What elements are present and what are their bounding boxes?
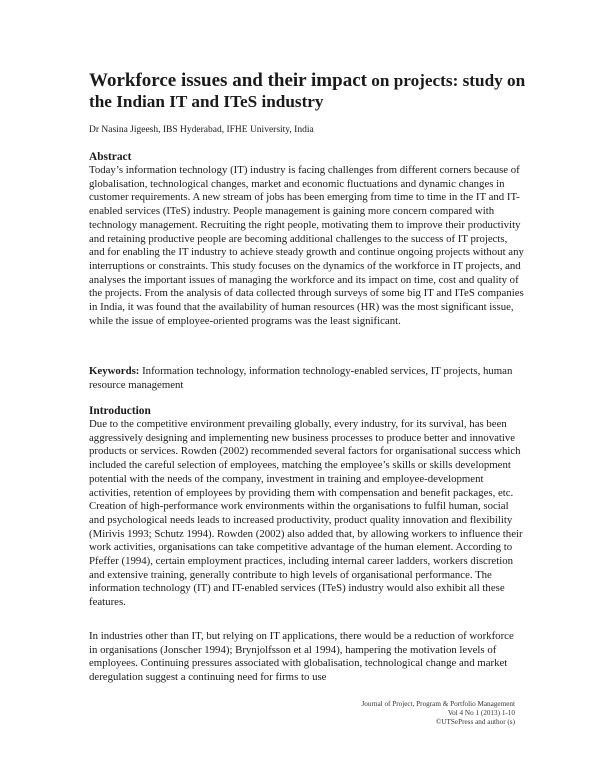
- author-line: Dr Nasina Jigeesh, IBS Hyderabad, IFHE University, India: [89, 125, 314, 135]
- introduction-heading: Introduction: [89, 405, 151, 417]
- article-title: [89, 70, 529, 112]
- article-title-part1: Workforce issues and their impact: [89, 70, 367, 91]
- footer-journal-name: Journal of Project, Program & Portfolio Management: [361, 700, 515, 708]
- keywords-label: Keywords:: [89, 365, 140, 377]
- keywords: [89, 365, 524, 392]
- abstract-text: Today’s information technology (IT) industry is facing challenges from different corners because of globalisation, technological changes, market and economic fluctuations and dynamic changes in customer requirements. A new stream of jobs has been emerging from time to time in the IT and IT-enabled services (ITeS) industry. People management is gaining more concern compared with technology management. Recruiting the right people, motivating them to improve their productivity and retaining productive people are becoming additional challenges to the success of IT projects, and for enabling the IT industry to achieve steady growth and continue ongoing projects without any interruptions or constraints. This study focuses on the dynamics of the workforce in IT projects, and analyses the important issues of managing the workforce and its impact on time, cost and quality of the projects. From the analysis of data collected through surveys of some big IT and ITeS companies in India, it was found that the availability of human resources (HR) was the most significant issue, while the issue of employee-oriented programs was the least significant.: [89, 164, 524, 327]
- article-title-part2: on projects: study on the Indian IT and ITeS industry: [89, 71, 526, 111]
- introduction-paragraph-1: Due to the competitive environment prevailing globally, every industry, for its survival, has been aggressively designing and implementing new business processes to produce better and innovative products or services. Rowden (2002) recommended several factors for organisational success which included the careful selection of employees, matching the employee’s skills or skills development potential with the needs of the company, investment in training and employee-development activities, retention of employees by providing them with compensation and benefit packages, etc. Creation of high-performance work environments within the organisations to fulfil human, social and psychological needs leads to increased productivity, product quality innovation and flexibility (Mirivis 1993; Schutz 1994). Rowden (2002) also added that, by allowing workers to influence their work activities, organisations can take competitive advantage of the human element. According to Pfeffer (1994), certain employment practices, including internal career ladders, workers discretion and extensive training, generally contribute to high levels of organisational performance. The information technology (IT) and IT-enabled services (ITeS) industry would also exhibit all these features.: [89, 418, 523, 609]
- footer-copyright: ©UTSePress and author (s): [435, 718, 515, 727]
- footer-volume: Vol 4 No 1 (2013) 1-10: [447, 709, 515, 718]
- journal-footer: [361, 700, 515, 728]
- abstract-heading: Abstract: [89, 151, 132, 163]
- introduction-paragraph-2: In industries other than IT, but relying on IT applications, there would be a reduction of workforce in organisations (Jonscher 1994); Brynjolfsson et al 1994), hampering the motivation levels of employees. Continuing pressures associated with globalisation, technological change and market deregulation suggest a continuing need for firms to use: [89, 630, 514, 684]
- keywords-text: Information technology, information technology-enabled services, IT projects, human resource management: [89, 365, 513, 391]
